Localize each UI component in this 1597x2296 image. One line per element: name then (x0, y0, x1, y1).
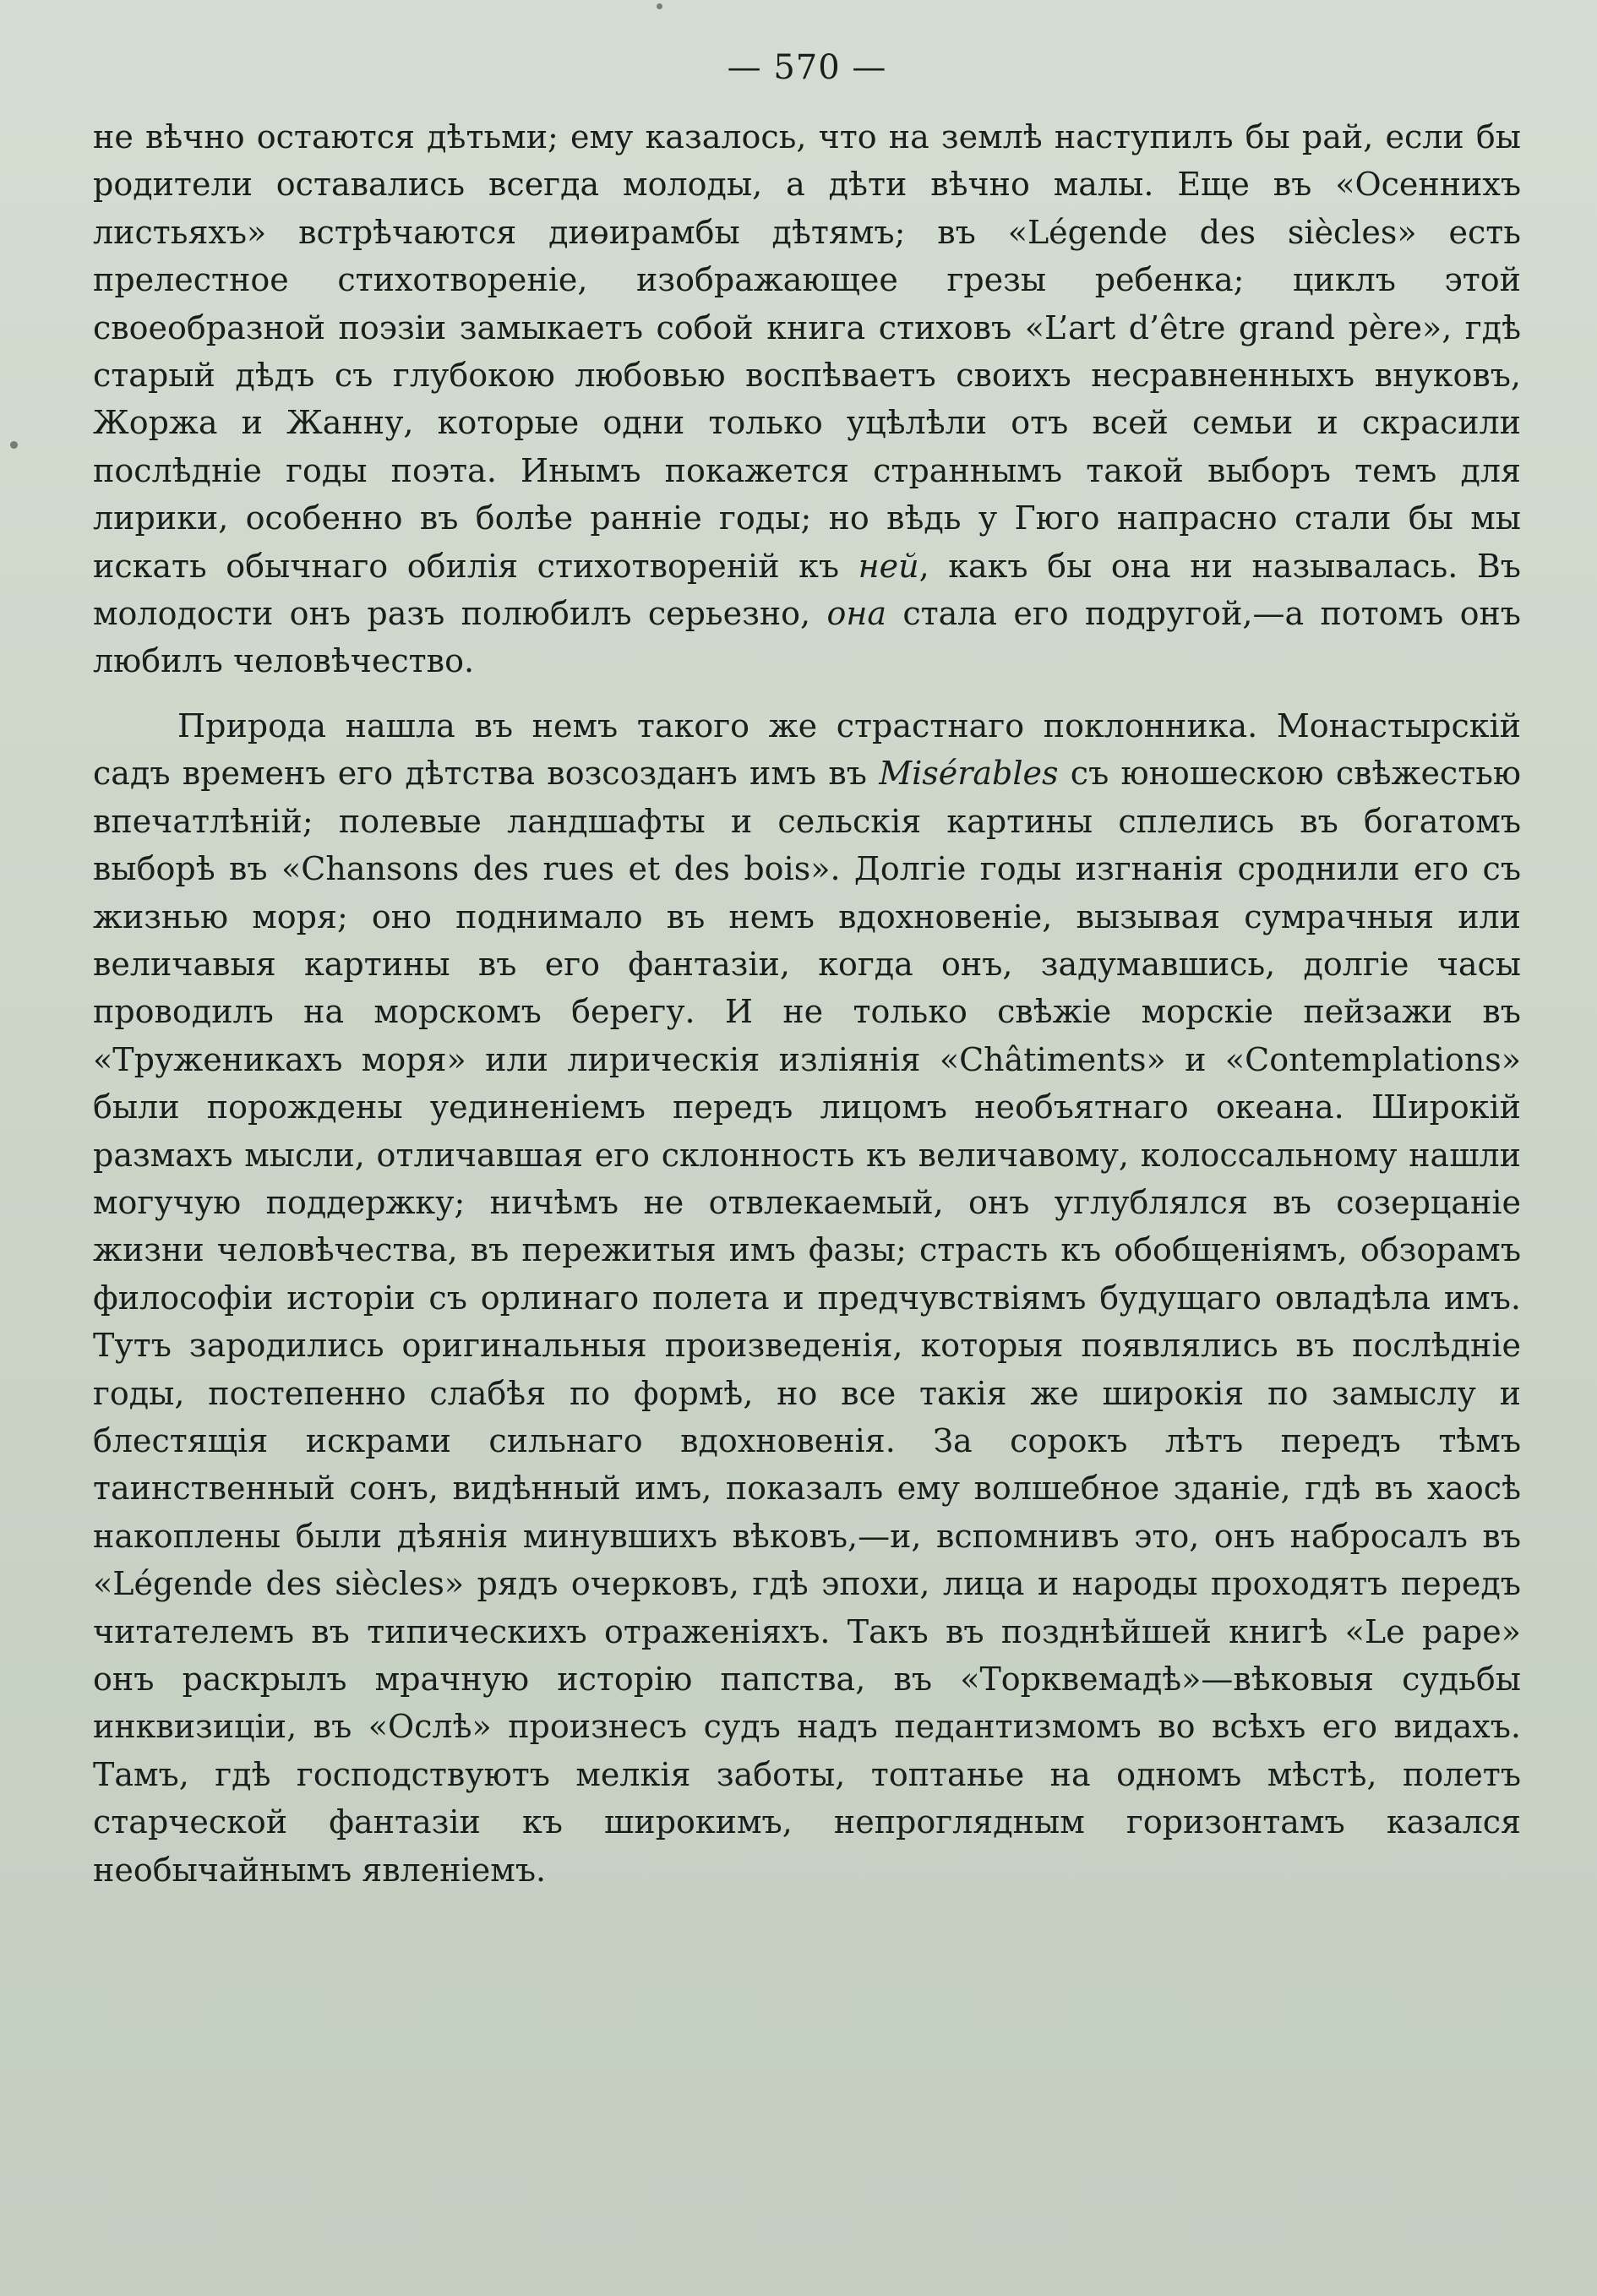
paragraph (93, 702, 1521, 1894)
ink-spot (10, 441, 18, 449)
ink-spot (657, 3, 662, 9)
text-segment: съ юношескою свѣжестью впечатлѣній; полевые ландшафты и сельскія картины сплелись въ богатомъ выборѣ въ «Chansons des rues et des bois». Долгіе годы изгнанія сроднили его съ жизнью моря; оно поднимало въ немъ вдохновеніе, вызывая сумрачныя или величавыя картины въ его фантазіи, когда онъ, задумавшись, долгіе часы проводилъ на морскомъ берегу. И не только свѣжіе морскіе пейзажи въ «Труженикахъ моря» или лирическія изліянія «Châtiments» и «Contemplations» были порождены уединеніемъ передъ лицомъ необъятнаго океана. Широкій размахъ мысли, отличавшая его склонность къ величавому, колоссальному нашли могучую поддержку; ничѣмъ не отвлекаемый, онъ углублялся въ созерцаніе жизни человѣчества, въ пережитыя имъ фазы; страсть къ обобщеніямъ, обзорамъ философіи исторіи съ орлинаго полета и предчувствіямъ будущаго овладѣла имъ. Тутъ зародились оригинальныя произведенія, которыя появлялись въ послѣдніе годы, постепенно слабѣя по формѣ, но все такія же широкія по замыслу и блестящія искрами сильнаго вдохновенія. За сорокъ лѣтъ передъ тѣмъ таинственный сонъ, видѣнный имъ, показалъ ему волшебное зданіе, гдѣ въ хаосѣ накоплены были дѣянія минувшихъ вѣковъ,—и, вспомнивъ это, онъ набросалъ въ «Légende des siècles» рядъ очерковъ, гдѣ эпохи, лица и народы проходятъ передъ читателемъ въ типическихъ отраженіяхъ. Такъ въ позднѣйшей книгѣ «Le pape» онъ раскрылъ мрачную исторію папства, въ «Торквемадѣ»—вѣковыя судьбы инквизиціи, въ «Ослѣ» произнесъ судъ надъ педантизмомъ во всѣхъ его видахъ. Тамъ, гдѣ господствуютъ мелкія заботы, топтанье на одномъ мѣстѣ, полетъ старческой фантазіи къ широкимъ, непроглядным горизонтамъ казался необычайнымъ явленіемъ. (93, 755, 1522, 1889)
paragraph (93, 113, 1521, 685)
text-segment: Природа нашла въ немъ такого же страстнаго поклонника. Монастырскій садъ временъ его дѣтства возсозданъ имъ въ (93, 706, 1521, 793)
body-text (93, 113, 1521, 1894)
italic-text: ней (858, 547, 919, 585)
italic-text: Misérables (879, 755, 1059, 793)
text-segment: , какъ бы она ни называлась. Въ молодости онъ разъ полюбилъ серьезно, (93, 547, 1521, 633)
book-page (93, 48, 1522, 2265)
text-segment: стала его подругой,—а потомъ онъ любилъ человѣчество. (93, 595, 1521, 680)
text-segment: не вѣчно остаются дѣтьми; ему казалось, что на землѣ наступилъ бы рай, если бы родители оставались всегда молоды, а дѣти вѣчно малы. Еще въ «Осеннихъ листьяхъ» встрѣчаются диөирамбы дѣтямъ; въ «Légende des siècles» есть прелестное стихотвореніе, изображающее грезы ребенка; циклъ этой своеобразной поэзіи замыкаетъ собой книга стиховъ «L’art d’être grand père», гдѣ старый дѣдъ съ глубокою любовью воспѣваетъ своихъ несравненныхъ внуковъ, Жоржа и Жанну, которые одни только уцѣлѣли отъ всей семьи и скрасили послѣдніе годы поэта. Инымъ покажется страннымъ такой выборъ темъ для лирики, особенно въ болѣе ранніе годы; но вѣдь у Гюго напрасно стали бы мы искать обычнаго обилія стихотвореній къ (93, 118, 1521, 585)
page-number: — 570 — (727, 48, 887, 87)
italic-text: она (826, 595, 887, 633)
